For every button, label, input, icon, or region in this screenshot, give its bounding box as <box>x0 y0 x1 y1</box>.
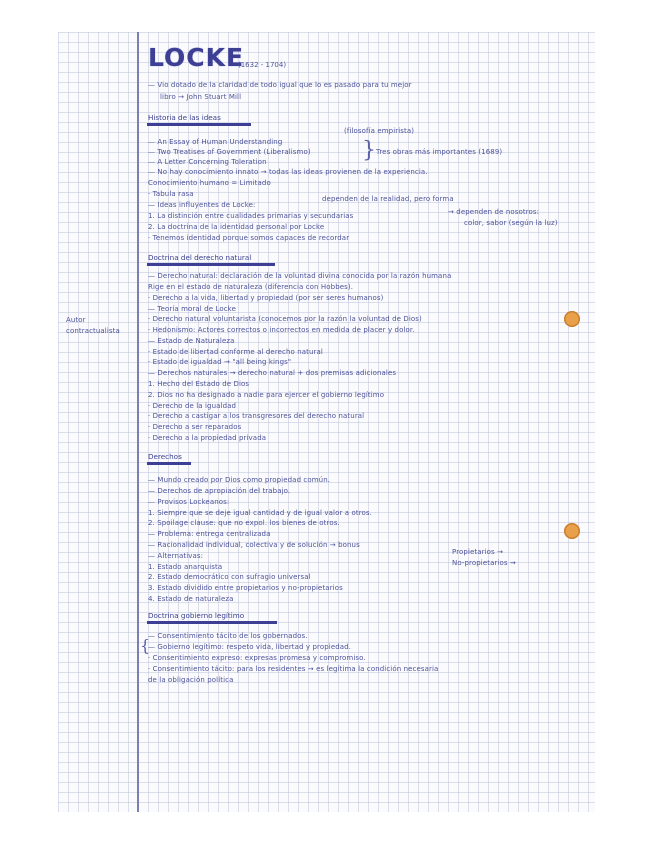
margin-line <box>137 32 139 812</box>
list-item: 1. Hecho del Estado de Dios <box>148 380 250 388</box>
list-item: Conocimiento humano = Limitado <box>148 179 271 187</box>
list-item: · Consentimiento expreso: expresas promesa y compromiso. <box>148 654 366 662</box>
binder-hole-bottom <box>564 523 580 539</box>
list-item: — Consentimiento tácito de los gobernados. <box>148 632 308 640</box>
list-item: 1. Estado anarquista <box>148 563 223 571</box>
side-note: → dependen de nosotros: <box>448 208 540 216</box>
list-item: 2. Spoilage clause: que no expol. los bienes de otros. <box>148 519 340 527</box>
section-underline <box>147 263 275 266</box>
brace-icon: } <box>362 138 376 163</box>
list-item: — An Essay of Human Understanding <box>148 138 283 146</box>
list-item: 2. Estado democrático con sufragio universal <box>148 573 311 581</box>
list-item: · Derecho a la vida, libertad y propiedad (por ser seres humanos) <box>148 294 384 302</box>
list-item: · Derecho a castigar a los transgresores del derecho natural <box>148 412 365 420</box>
title-dates: (1632 - 1704) <box>238 61 287 69</box>
list-item: — Derecho natural: declaración de la voluntad divina conocida por la razón humana <box>148 272 452 280</box>
list-item: · Derecho a ser reparados <box>148 423 242 431</box>
margin-note: contractualista <box>66 327 120 335</box>
list-item: 1. La distinción entre cualidades primarias y secundarias <box>148 212 354 220</box>
list-item: — Teoría moral de Locke <box>148 305 236 313</box>
list-item: 4. Estado de naturaleza <box>148 595 234 603</box>
graph-paper-sheet <box>58 32 595 812</box>
section-underline <box>147 621 277 624</box>
list-item: · Derecho natural voluntarista (conocemos por la razón la voluntad de Dios) <box>148 315 422 323</box>
intro-line-1: — Vio dotado de la claridad de todo igual que lo es pasado para tu mejor <box>148 81 412 89</box>
list-item: 2. La doctrina de la identidad personal por Locke <box>148 223 325 231</box>
side-note: (filosofía empirista) <box>344 127 415 135</box>
page-title: LOCKE <box>148 43 245 72</box>
section-underline <box>147 462 191 465</box>
list-item: · Estado de igualdad → "all being kings" <box>148 358 292 366</box>
list-item: — Derechos de apropiación del trabajo. <box>148 487 291 495</box>
section-heading-derechos: Derechos <box>148 452 182 461</box>
list-item: · Estado de libertad conforme al derecho natural <box>148 348 323 356</box>
list-item: — No hay conocimiento innato → todas las ideas provienen de la experiencia. <box>148 168 428 176</box>
list-item: · Consentimiento tácito: para los residentes → es legítima la condición necesaria <box>148 665 439 673</box>
list-item: — Racionalidad individual, colectiva y de solución → bonus <box>148 541 360 549</box>
list-item: 3. Estado dividido entre propietarios y no-propietarios <box>148 584 343 592</box>
list-item: — A Letter Concerning Toleration <box>148 158 267 166</box>
list-item: 1. Siempre que se deje igual cantidad y de igual valor a otros. <box>148 509 372 517</box>
list-item: · Hedonismo: Actores correctos o incorrectos en medida de placer y dolor. <box>148 326 415 334</box>
list-item: — Two Treatises of Government (Liberalismo) <box>148 148 311 156</box>
list-item: — Alternativas: <box>148 552 204 560</box>
list-item: — Ideas influyentes de Locke: <box>148 201 256 209</box>
side-note: Propietarios → <box>452 548 504 556</box>
side-note: dependen de la realidad, pero forma <box>322 195 454 203</box>
side-note: Tres obras más importantes (1689) <box>376 148 503 156</box>
section-heading-derecho-natural: Doctrina del derecho natural <box>148 253 252 262</box>
list-item: — Estado de Naturaleza <box>148 337 235 345</box>
intro-line-2: libro → John Stuart Mill <box>160 93 242 101</box>
side-note: color, sabor (según la luz) <box>464 219 558 227</box>
brace-icon: { <box>140 636 151 655</box>
section-underline <box>147 123 251 126</box>
list-item: · Tabula rasa <box>148 190 194 198</box>
list-item: — Provisos Lockeanos: <box>148 498 230 506</box>
list-item: · Derecho a la propiedad privada <box>148 434 267 442</box>
list-item: de la obligación política <box>148 676 234 684</box>
binder-hole-top <box>564 311 580 327</box>
list-item: Rige en el estado de naturaleza (diferencia con Hobbes). <box>148 283 354 291</box>
list-item: · Derecho de la igualdad <box>148 402 237 410</box>
list-item: — Mundo creado por Dios como propiedad común. <box>148 476 331 484</box>
list-item: — Problema: entrega centralizada <box>148 530 271 538</box>
list-item: · Tenemos identidad porque somos capaces de recordar <box>148 234 350 242</box>
section-heading-gobierno-legitimo: Doctrina gobierno legítimo <box>148 611 245 620</box>
section-heading-historia: Historia de las ideas <box>148 113 221 122</box>
list-item: 2. Dios no ha designado a nadie para ejercer el gobierno legítimo <box>148 391 385 399</box>
side-note: No-propietarios → <box>452 559 516 567</box>
margin-note: Autor <box>66 316 86 324</box>
list-item: — Gobierno legítimo: respeto vida, libertad y propiedad. <box>148 643 352 651</box>
list-item: — Derechos naturales → derecho natural + dos premisas adicionales <box>148 369 397 377</box>
